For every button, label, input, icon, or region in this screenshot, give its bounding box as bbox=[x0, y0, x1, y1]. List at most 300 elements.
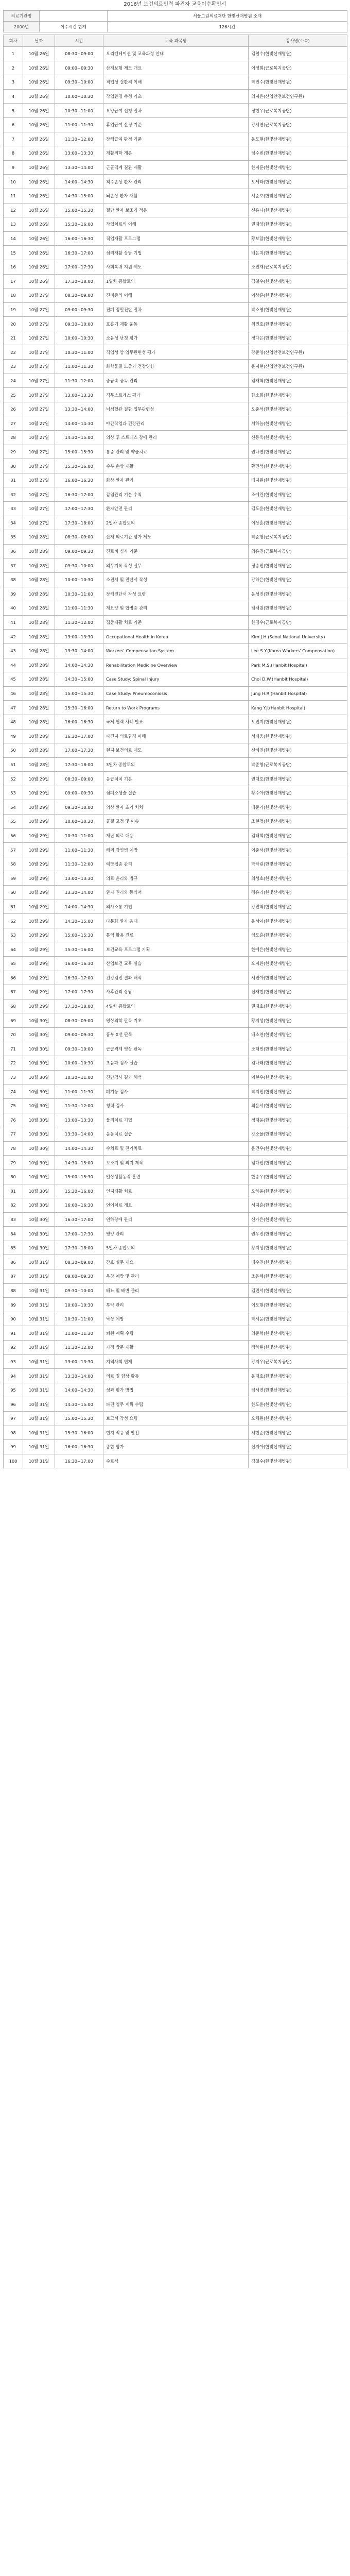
row-instructor: 김철수(한빛산재병원) bbox=[249, 47, 347, 61]
row-time: 09:00~09:30 bbox=[55, 61, 103, 75]
row-time: 10:30~11:00 bbox=[55, 1070, 103, 1084]
row-subject: 다문화 환자 응대 bbox=[103, 914, 249, 928]
row-subject: 보건교육 프로그램 기획 bbox=[103, 942, 249, 957]
row-instructor: 권나연(한빛산재병원) bbox=[249, 445, 347, 459]
table-row bbox=[4, 502, 347, 516]
row-time: 10:00~10:30 bbox=[55, 815, 103, 829]
row-instructor: 김철수(한빛산재병원) bbox=[249, 1454, 347, 1468]
table-row bbox=[4, 601, 347, 616]
table-row bbox=[4, 757, 347, 772]
row-no: 43 bbox=[4, 643, 23, 658]
table-row bbox=[4, 1341, 347, 1355]
table-row bbox=[4, 1170, 347, 1184]
row-subject: 장해진단서 작성 요령 bbox=[103, 587, 249, 601]
period-label: 이수시간 합계 bbox=[40, 22, 108, 32]
row-subject: 환자안전 관리 bbox=[103, 502, 249, 516]
table-row bbox=[4, 772, 347, 786]
row-subject: 낙상 예방 bbox=[103, 1312, 249, 1326]
row-date: 10월 29일 bbox=[23, 942, 55, 957]
row-instructor: 한도윤(한빛산재병원) bbox=[249, 1397, 347, 1412]
row-instructor: 권우진(한빛산재병원) bbox=[249, 1227, 347, 1241]
row-date: 10월 29일 bbox=[23, 985, 55, 999]
row-subject: 화학물질 노출과 건강영향 bbox=[103, 360, 249, 374]
row-instructor: 신혜진(한빛산재병원) bbox=[249, 743, 347, 758]
row-date: 10월 26일 bbox=[23, 246, 55, 260]
row-time: 15:30~16:00 bbox=[55, 217, 103, 232]
row-date: 10월 29일 bbox=[23, 857, 55, 871]
table-row bbox=[4, 217, 347, 232]
row-date: 10월 27일 bbox=[23, 289, 55, 303]
row-no: 73 bbox=[4, 1070, 23, 1084]
table-row bbox=[4, 516, 347, 530]
row-instructor: 서준호(한빛산재병원) bbox=[249, 189, 347, 203]
row-no: 40 bbox=[4, 601, 23, 616]
row-no: 15 bbox=[4, 246, 23, 260]
table-row bbox=[4, 942, 347, 957]
row-subject: 진폐 정밀진단 절차 bbox=[103, 302, 249, 317]
row-time: 16:30~17:00 bbox=[55, 971, 103, 985]
org-label: 의료기관명 bbox=[4, 11, 40, 22]
table-row bbox=[4, 900, 347, 914]
row-time: 17:00~17:30 bbox=[55, 985, 103, 999]
row-time: 08:30~09:00 bbox=[55, 289, 103, 303]
row-date: 10월 28일 bbox=[23, 757, 55, 772]
row-time: 11:00~11:30 bbox=[55, 360, 103, 374]
table-row bbox=[4, 1426, 347, 1440]
row-instructor: 강지우(근로복지공단) bbox=[249, 1354, 347, 1369]
row-date: 10월 29일 bbox=[23, 886, 55, 900]
row-subject: 일상생활동작 훈련 bbox=[103, 1170, 249, 1184]
row-no: 83 bbox=[4, 1212, 23, 1227]
row-date: 10월 31일 bbox=[23, 1298, 55, 1312]
row-instructor: Choi D.W.(Hanbit Hospital) bbox=[249, 672, 347, 687]
row-subject: 재활의학 개론 bbox=[103, 146, 249, 161]
row-no: 72 bbox=[4, 1056, 23, 1071]
row-date: 10월 29일 bbox=[23, 871, 55, 886]
row-no: 55 bbox=[4, 815, 23, 829]
row-time: 16:00~16:30 bbox=[55, 473, 103, 487]
row-no: 61 bbox=[4, 900, 23, 914]
table-row bbox=[4, 1241, 347, 1255]
table-row bbox=[4, 416, 347, 431]
row-date: 10월 29일 bbox=[23, 786, 55, 800]
row-instructor: 오세라(한빛산재병원) bbox=[249, 175, 347, 189]
table-row bbox=[4, 572, 347, 587]
row-no: 100 bbox=[4, 1454, 23, 1468]
row-date: 10월 29일 bbox=[23, 999, 55, 1013]
row-date: 10월 27일 bbox=[23, 459, 55, 473]
row-subject: 재요양 및 합병증 관리 bbox=[103, 601, 249, 616]
row-date: 10월 31일 bbox=[23, 1326, 55, 1341]
year-label: 2000년 bbox=[4, 22, 40, 32]
row-date: 10월 31일 bbox=[23, 1440, 55, 1454]
page-title: 2016년 보건의료인력 파견자 교육이수확인서 bbox=[124, 2, 226, 7]
table-header-row bbox=[4, 35, 347, 47]
row-time: 13:30~14:00 bbox=[55, 886, 103, 900]
row-time: 09:30~10:00 bbox=[55, 75, 103, 90]
row-subject: 욕창 예방 및 관리 bbox=[103, 1269, 249, 1284]
row-date: 10월 28일 bbox=[23, 544, 55, 558]
row-instructor: 최민호(한빛산재병원) bbox=[249, 317, 347, 331]
table-row bbox=[4, 189, 347, 203]
row-time: 17:00~17:30 bbox=[55, 743, 103, 758]
table-row bbox=[4, 701, 347, 715]
row-subject: 성과 평가 방법 bbox=[103, 1383, 249, 1397]
row-date: 10월 29일 bbox=[23, 957, 55, 971]
row-time: 13:00~13:30 bbox=[55, 388, 103, 402]
row-date: 10월 30일 bbox=[23, 1098, 55, 1113]
row-subject: 간호 실무 개요 bbox=[103, 1255, 249, 1269]
row-instructor: 한승우(한빛산재병원) bbox=[249, 1170, 347, 1184]
table-row bbox=[4, 1113, 347, 1127]
row-no: 85 bbox=[4, 1241, 23, 1255]
table-row bbox=[4, 1212, 347, 1227]
row-time: 13:00~13:30 bbox=[55, 1354, 103, 1369]
table-row bbox=[4, 302, 347, 317]
row-instructor: 황수아(한빛산재병원) bbox=[249, 786, 347, 800]
row-subject: 인지재활 치료 bbox=[103, 1184, 249, 1198]
row-time: 10:30~11:00 bbox=[55, 587, 103, 601]
table-row bbox=[4, 800, 347, 815]
row-subject: 언어치료 개요 bbox=[103, 1198, 249, 1213]
row-subject: 사후관리 상담 bbox=[103, 985, 249, 999]
row-instructor: 최윤서(한빛산재병원) bbox=[249, 1098, 347, 1113]
row-instructor: 이준서(한빛산재병원) bbox=[249, 843, 347, 857]
row-no: 13 bbox=[4, 217, 23, 232]
row-no: 4 bbox=[4, 89, 23, 104]
row-subject: 응급처치 기본 bbox=[103, 772, 249, 786]
row-date: 10월 30일 bbox=[23, 1156, 55, 1170]
row-instructor: 배준기(한빛산재병원) bbox=[249, 800, 347, 815]
row-date: 10월 29일 bbox=[23, 914, 55, 928]
table-row bbox=[4, 1412, 347, 1426]
row-instructor: 김도윤(한빛산재병원) bbox=[249, 502, 347, 516]
table-row bbox=[4, 658, 347, 672]
table-row bbox=[4, 558, 347, 573]
row-instructor: 박준형(근로복지공단) bbox=[249, 757, 347, 772]
row-no: 82 bbox=[4, 1198, 23, 1213]
row-subject: 현지 보건의료 제도 bbox=[103, 743, 249, 758]
row-subject: 직업성 암 업무관련성 평가 bbox=[103, 345, 249, 360]
row-no: 35 bbox=[4, 530, 23, 545]
row-instructor: 배은지(한빛산재병원) bbox=[249, 246, 347, 260]
header-time: 시간 bbox=[55, 35, 103, 47]
row-date: 10월 29일 bbox=[23, 900, 55, 914]
row-subject: 수치료 및 전기치료 bbox=[103, 1141, 249, 1156]
row-subject: 외상 환자 초기 처치 bbox=[103, 800, 249, 815]
row-time: 13:30~14:00 bbox=[55, 160, 103, 175]
table-row bbox=[4, 117, 347, 132]
row-instructor: 김태희(한빛산재병원) bbox=[249, 828, 347, 843]
row-subject: 파견지 의료환경 이해 bbox=[103, 729, 249, 743]
row-date: 10월 29일 bbox=[23, 928, 55, 942]
row-subject: Case Study: Pneumoconiosis bbox=[103, 686, 249, 701]
table-row bbox=[4, 289, 347, 303]
row-no: 96 bbox=[4, 1397, 23, 1412]
row-no: 70 bbox=[4, 1027, 23, 1042]
row-date: 10월 29일 bbox=[23, 828, 55, 843]
table-row bbox=[4, 1141, 347, 1156]
table-row bbox=[4, 587, 347, 601]
row-no: 52 bbox=[4, 772, 23, 786]
row-no: 25 bbox=[4, 388, 23, 402]
row-time: 11:00~11:30 bbox=[55, 843, 103, 857]
row-instructor: 정승민(한빛산재병원) bbox=[249, 558, 347, 573]
row-no: 59 bbox=[4, 871, 23, 886]
row-subject: 가정 방문 재활 bbox=[103, 1341, 249, 1355]
row-no: 48 bbox=[4, 715, 23, 729]
table-row bbox=[4, 402, 347, 416]
row-time: 16:30~17:00 bbox=[55, 1454, 103, 1468]
row-no: 66 bbox=[4, 971, 23, 985]
row-subject: 산재보험 제도 개요 bbox=[103, 61, 249, 75]
row-no: 84 bbox=[4, 1227, 23, 1241]
row-time: 14:30~15:00 bbox=[55, 1397, 103, 1412]
row-time: 09:30~10:00 bbox=[55, 558, 103, 573]
row-subject: 요양급여 신청 절차 bbox=[103, 104, 249, 118]
row-subject: 재난 의료 대응 bbox=[103, 828, 249, 843]
header-no: 회차 bbox=[4, 35, 23, 47]
row-date: 10월 26일 bbox=[23, 189, 55, 203]
period-value: 126시간 bbox=[108, 22, 347, 32]
row-instructor: 이영희(근로복지공단) bbox=[249, 61, 347, 75]
row-time: 16:00~16:30 bbox=[55, 715, 103, 729]
header-date: 날짜 bbox=[23, 35, 55, 47]
row-date: 10월 28일 bbox=[23, 630, 55, 644]
row-instructor: 한소희(한빛산재병원) bbox=[249, 388, 347, 402]
row-date: 10월 27일 bbox=[23, 416, 55, 431]
row-instructor: 윤도현(한빛산재병원) bbox=[249, 132, 347, 146]
row-date: 10월 28일 bbox=[23, 558, 55, 573]
row-date: 10월 27일 bbox=[23, 302, 55, 317]
row-time: 17:30~18:00 bbox=[55, 516, 103, 530]
row-time: 10:30~11:00 bbox=[55, 828, 103, 843]
table-row bbox=[4, 1084, 347, 1099]
row-instructor: 강서연(근로복지공단) bbox=[249, 117, 347, 132]
row-no: 7 bbox=[4, 132, 23, 146]
table-row bbox=[4, 1156, 347, 1170]
table-row bbox=[4, 1042, 347, 1056]
table-row bbox=[4, 388, 347, 402]
row-no: 3 bbox=[4, 75, 23, 90]
row-date: 10월 27일 bbox=[23, 487, 55, 502]
row-date: 10월 31일 bbox=[23, 1412, 55, 1426]
row-time: 13:00~13:30 bbox=[55, 1113, 103, 1127]
row-subject: 4일차 종합토의 bbox=[103, 999, 249, 1013]
row-no: 33 bbox=[4, 502, 23, 516]
row-subject: 5일차 종합토의 bbox=[103, 1241, 249, 1255]
row-no: 58 bbox=[4, 857, 23, 871]
row-no: 65 bbox=[4, 957, 23, 971]
row-date: 10월 29일 bbox=[23, 843, 55, 857]
row-date: 10월 26일 bbox=[23, 160, 55, 175]
row-subject: 건강검진 결과 해석 bbox=[103, 971, 249, 985]
row-date: 10월 27일 bbox=[23, 431, 55, 445]
schedule-table bbox=[3, 35, 347, 1468]
table-row bbox=[4, 231, 347, 246]
row-subject: Rehabilitation Medicine Overview bbox=[103, 658, 249, 672]
row-no: 36 bbox=[4, 544, 23, 558]
row-no: 11 bbox=[4, 189, 23, 203]
row-instructor: 이상훈(한빛산재병원) bbox=[249, 516, 347, 530]
table-row bbox=[4, 61, 347, 75]
row-date: 10월 28일 bbox=[23, 743, 55, 758]
row-subject: Case Study: Spinal Injury bbox=[103, 672, 249, 687]
row-instructor: Park M.S.(Hanbit Hospital) bbox=[249, 658, 347, 672]
row-subject: 의사소통 기법 bbox=[103, 900, 249, 914]
row-no: 51 bbox=[4, 757, 23, 772]
row-date: 10월 29일 bbox=[23, 772, 55, 786]
row-subject: 폐기능 검사 bbox=[103, 1084, 249, 1099]
row-instructor: 한지훈(한빛산재병원) bbox=[249, 160, 347, 175]
row-no: 18 bbox=[4, 289, 23, 303]
row-no: 99 bbox=[4, 1440, 23, 1454]
row-date: 10월 28일 bbox=[23, 587, 55, 601]
row-no: 46 bbox=[4, 686, 23, 701]
row-time: 13:30~14:00 bbox=[55, 643, 103, 658]
row-subject: 소음성 난청 평가 bbox=[103, 331, 249, 345]
row-instructor: 신유나(한빛산재병원) bbox=[249, 203, 347, 217]
row-time: 14:30~15:00 bbox=[55, 672, 103, 687]
row-no: 97 bbox=[4, 1412, 23, 1426]
row-date: 10월 27일 bbox=[23, 317, 55, 331]
row-subject: 산업보건 교육 실습 bbox=[103, 957, 249, 971]
row-no: 93 bbox=[4, 1354, 23, 1369]
row-time: 13:00~13:30 bbox=[55, 630, 103, 644]
info-row-period bbox=[4, 22, 347, 32]
row-date: 10월 26일 bbox=[23, 61, 55, 75]
row-subject: Workers' Compensation System bbox=[103, 643, 249, 658]
row-instructor: 강소율(한빛산재병원) bbox=[249, 1127, 347, 1142]
row-time: 09:00~09:30 bbox=[55, 786, 103, 800]
row-subject: 휴업급여 산정 기준 bbox=[103, 117, 249, 132]
row-date: 10월 27일 bbox=[23, 473, 55, 487]
document-page bbox=[3, 0, 347, 1468]
row-time: 10:00~10:30 bbox=[55, 89, 103, 104]
row-subject: 1일차 종합토의 bbox=[103, 274, 249, 289]
row-date: 10월 30일 bbox=[23, 1184, 55, 1198]
row-no: 64 bbox=[4, 942, 23, 957]
row-instructor: 황민석(한빛산재병원) bbox=[249, 459, 347, 473]
table-row bbox=[4, 1397, 347, 1412]
row-no: 86 bbox=[4, 1255, 23, 1269]
row-subject: 척수손상 환자 관리 bbox=[103, 175, 249, 189]
row-time: 11:30~12:00 bbox=[55, 857, 103, 871]
row-time: 08:30~09:00 bbox=[55, 772, 103, 786]
row-no: 98 bbox=[4, 1426, 23, 1440]
row-date: 10월 27일 bbox=[23, 516, 55, 530]
row-no: 5 bbox=[4, 104, 23, 118]
table-row bbox=[4, 360, 347, 374]
table-row bbox=[4, 928, 347, 942]
row-date: 10월 26일 bbox=[23, 89, 55, 104]
row-subject: 물리치료 기법 bbox=[103, 1113, 249, 1127]
table-row bbox=[4, 160, 347, 175]
row-no: 80 bbox=[4, 1170, 23, 1184]
row-date: 10월 30일 bbox=[23, 1198, 55, 1213]
table-row bbox=[4, 743, 347, 758]
row-time: 14:00~14:30 bbox=[55, 416, 103, 431]
row-instructor: 조태민(한빛산재병원) bbox=[249, 1042, 347, 1056]
table-row bbox=[4, 445, 347, 459]
row-date: 10월 30일 bbox=[23, 1056, 55, 1071]
row-time: 09:00~09:30 bbox=[55, 544, 103, 558]
row-subject: 직무스트레스 평가 bbox=[103, 388, 249, 402]
table-row bbox=[4, 1227, 347, 1241]
row-instructor: 권대호(한빛산재병원) bbox=[249, 772, 347, 786]
row-date: 10월 31일 bbox=[23, 1269, 55, 1284]
row-date: 10월 26일 bbox=[23, 217, 55, 232]
row-subject: 배뇨 및 배변 관리 bbox=[103, 1283, 249, 1298]
table-row bbox=[4, 1127, 347, 1142]
row-instructor: 박하린(한빛산재병원) bbox=[249, 857, 347, 871]
table-row bbox=[4, 132, 347, 146]
table-row bbox=[4, 104, 347, 118]
row-subject: 소견서 및 진단서 작성 bbox=[103, 572, 249, 587]
row-no: 1 bbox=[4, 47, 23, 61]
row-instructor: 박준형(근로복지공단) bbox=[249, 530, 347, 545]
table-row bbox=[4, 1454, 347, 1468]
row-subject: 집중재활 치료 기준 bbox=[103, 615, 249, 630]
table-row bbox=[4, 843, 347, 857]
row-date: 10월 28일 bbox=[23, 729, 55, 743]
table-row bbox=[4, 971, 347, 985]
table-row bbox=[4, 643, 347, 658]
row-instructor: 임서연(한빛산재병원) bbox=[249, 1383, 347, 1397]
row-no: 68 bbox=[4, 999, 23, 1013]
header-instructor: 강사명(소속) bbox=[249, 35, 347, 47]
table-row bbox=[4, 1056, 347, 1071]
table-row bbox=[4, 1326, 347, 1341]
row-time: 11:30~12:00 bbox=[55, 374, 103, 388]
row-date: 10월 26일 bbox=[23, 75, 55, 90]
table-row bbox=[4, 374, 347, 388]
row-instructor: 최성호(한빛산재병원) bbox=[249, 871, 347, 886]
row-subject: Occupational Health in Korea bbox=[103, 630, 249, 644]
row-subject: 작업환경 측정 기초 bbox=[103, 89, 249, 104]
row-date: 10월 31일 bbox=[23, 1426, 55, 1440]
row-date: 10월 31일 bbox=[23, 1312, 55, 1326]
row-instructor: 임다인(한빛산재병원) bbox=[249, 1156, 347, 1170]
row-time: 08:30~09:00 bbox=[55, 530, 103, 545]
row-no: 6 bbox=[4, 117, 23, 132]
row-no: 45 bbox=[4, 672, 23, 687]
row-time: 13:30~14:00 bbox=[55, 1369, 103, 1383]
table-row bbox=[4, 857, 347, 871]
table-row bbox=[4, 431, 347, 445]
row-time: 17:00~17:30 bbox=[55, 260, 103, 274]
row-no: 75 bbox=[4, 1098, 23, 1113]
table-row bbox=[4, 487, 347, 502]
row-time: 11:00~11:30 bbox=[55, 117, 103, 132]
row-time: 16:30~17:00 bbox=[55, 246, 103, 260]
row-no: 50 bbox=[4, 743, 23, 758]
row-instructor: 윤건우(한빛산재병원) bbox=[249, 1141, 347, 1156]
row-no: 41 bbox=[4, 615, 23, 630]
row-date: 10월 31일 bbox=[23, 1383, 55, 1397]
row-instructor: 이상훈(한빛산재병원) bbox=[249, 289, 347, 303]
row-no: 32 bbox=[4, 487, 23, 502]
row-date: 10월 28일 bbox=[23, 615, 55, 630]
row-instructor: 배지원(한빛산재병원) bbox=[249, 473, 347, 487]
row-time: 10:30~11:00 bbox=[55, 345, 103, 360]
row-date: 10월 31일 bbox=[23, 1369, 55, 1383]
row-subject: 근골격계 영상 판독 bbox=[103, 1042, 249, 1056]
row-instructor: Kang Y.J.(Hanbit Hospital) bbox=[249, 701, 347, 715]
row-no: 34 bbox=[4, 516, 23, 530]
row-date: 10월 26일 bbox=[23, 117, 55, 132]
row-no: 56 bbox=[4, 828, 23, 843]
